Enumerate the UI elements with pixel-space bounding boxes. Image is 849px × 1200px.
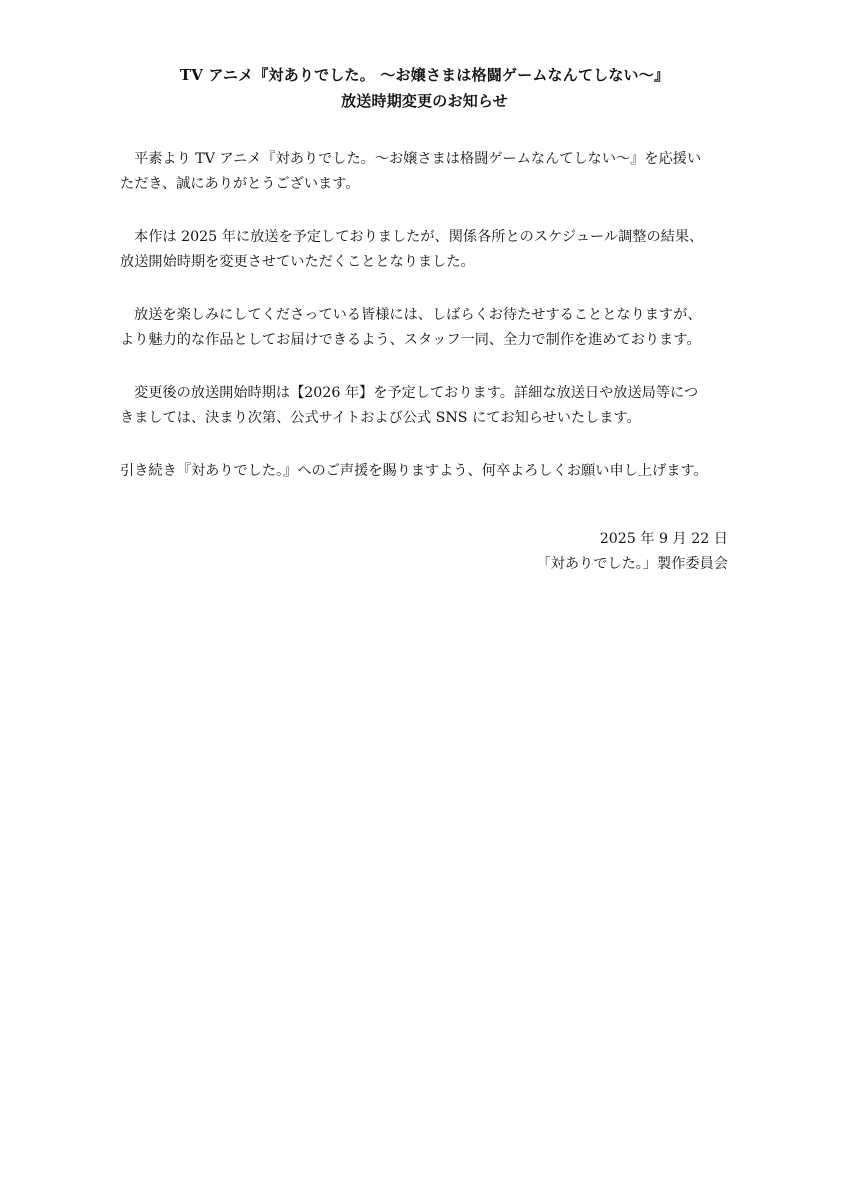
paragraph-line: 引き続き『対ありでした。』へのご声援を賜りますよう、何卒よろしくお願い申し上げます。 [120, 463, 708, 479]
signature-date: 2025 年 9 月 22 日 [599, 531, 728, 547]
title-line-1: TV アニメ『対ありでした。 〜お嬢さまは格闘ゲームなんてしない〜』 [179, 66, 670, 84]
paragraph-apology [120, 303, 740, 353]
paragraph-line: 平素より TV アニメ『対ありでした。〜お嬢さまは格闘ゲームなんてしない〜』を応援い [134, 151, 702, 167]
paragraph-line: 本作は 2025 年に放送を予定しておりましたが、関係各所とのスケジュール調整の結果、 [134, 229, 704, 245]
signature-issuer: 「対ありでした。」製作委員会 [536, 556, 728, 572]
paragraph-line: 放送開始時期を変更させていただくこととなりました。 [120, 254, 475, 270]
paragraph-line: ただき、誠にありがとうございます。 [120, 176, 360, 192]
paragraph-line: より魅力的な作品としてお届けできるよう、スタッフ一同、全力で制作を進めております。 [120, 332, 701, 348]
title-line-2: 放送時期変更のお知らせ [341, 92, 508, 110]
paragraph-greeting [120, 147, 740, 197]
paragraph-line: 放送を楽しみにしてくださっている皆様には、しばらくお待たせすることとなりますが、 [134, 307, 702, 323]
paragraph-line: きましては、決まり次第、公式サイトおよび公式 SNS にてお知らせいたします。 [120, 410, 641, 426]
document-body [120, 147, 740, 512]
paragraph-new-schedule [120, 381, 740, 431]
paragraph-schedule-change [120, 225, 740, 275]
signature-block [536, 527, 728, 577]
document-title [0, 62, 849, 114]
paragraph-closing [120, 459, 740, 484]
paragraph-line: 変更後の放送開始時期は【2026 年】を予定しております。詳細な放送日や放送局等につ [134, 385, 699, 401]
